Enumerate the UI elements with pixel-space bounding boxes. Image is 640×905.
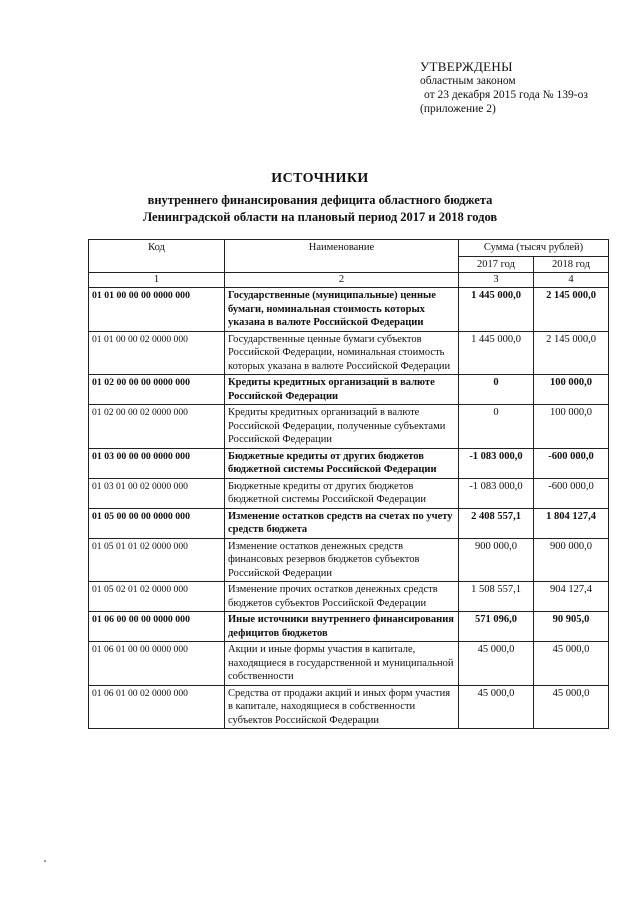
row-code: 01 02 00 00 00 0000 000 bbox=[89, 375, 225, 405]
table-row bbox=[89, 582, 609, 612]
table-row bbox=[89, 405, 609, 449]
row-code: 01 01 00 00 00 0000 000 bbox=[89, 288, 225, 332]
row-code: 01 01 00 00 02 0000 000 bbox=[89, 331, 225, 375]
title-subtitle-2: Ленинградской области на плановый период 2017 и 2018 годов bbox=[142, 210, 498, 224]
row-code: 01 05 00 00 00 0000 000 bbox=[89, 508, 225, 538]
row-value-2018: 1 804 127,4 bbox=[534, 508, 609, 538]
table-row bbox=[89, 478, 609, 508]
row-value-2018: 90 905,0 bbox=[534, 612, 609, 642]
row-value-2018: 45 000,0 bbox=[534, 642, 609, 686]
row-name: Государственные (муниципальные) ценные бумаги, номинальная стоимость которых указана в валюте Российской Федерации bbox=[225, 288, 459, 332]
row-name: Средства от продажи акций и иных форм участия в капитале, находящиеся в собственности субъектов Российской Федерации bbox=[225, 685, 459, 729]
row-name: Кредиты кредитных организаций в валюте Российской Федерации, полученные субъектами Российской Федерации bbox=[225, 405, 459, 449]
table-row bbox=[89, 508, 609, 538]
row-value-2018: 45 000,0 bbox=[534, 685, 609, 729]
row-value-2018: 900 000,0 bbox=[534, 538, 609, 582]
row-code: 01 02 00 00 02 0000 000 bbox=[89, 405, 225, 449]
approval-date: от 23 декабря 2015 года № 139-оз bbox=[424, 89, 588, 101]
header-year-2017: 2017 год bbox=[459, 256, 534, 273]
row-value-2017: 1 445 000,0 bbox=[459, 331, 534, 375]
row-name: Акции и иные формы участия в капитале, находящиеся в государственной и муниципальной собственности bbox=[225, 642, 459, 686]
title-main: ИСТОЧНИКИ bbox=[271, 171, 369, 186]
approval-stamp bbox=[420, 60, 630, 116]
title-subtitle-1: внутреннего финансирования дефицита областного бюджета bbox=[147, 193, 493, 207]
row-name: Изменение прочих остатков денежных средств бюджетов субъектов Российской Федерации bbox=[225, 582, 459, 612]
row-value-2017: 900 000,0 bbox=[459, 538, 534, 582]
row-value-2017: 0 bbox=[459, 375, 534, 405]
scan-mark bbox=[44, 860, 46, 862]
column-number: 4 bbox=[534, 273, 609, 288]
row-name: Кредиты кредитных организаций в валюте Российской Федерации bbox=[225, 375, 459, 405]
table-row bbox=[89, 538, 609, 582]
table-body bbox=[89, 288, 609, 729]
row-value-2017: 45 000,0 bbox=[459, 642, 534, 686]
row-value-2017: 1 445 000,0 bbox=[459, 288, 534, 332]
row-name: Государственные ценные бумаги субъектов Российской Федерации, номинальная стоимость которых указана в валюте Российской Федерации bbox=[225, 331, 459, 375]
table-row bbox=[89, 288, 609, 332]
header-sum: Сумма (тысяч рублей) bbox=[459, 240, 609, 257]
row-value-2018: 100 000,0 bbox=[534, 375, 609, 405]
document-title bbox=[0, 170, 640, 226]
column-number: 3 bbox=[459, 273, 534, 288]
column-numbers-row bbox=[89, 273, 609, 288]
row-value-2018: 2 145 000,0 bbox=[534, 288, 609, 332]
row-code: 01 03 00 00 00 0000 000 bbox=[89, 448, 225, 478]
row-code: 01 06 01 00 02 0000 000 bbox=[89, 685, 225, 729]
column-number: 1 bbox=[89, 273, 225, 288]
row-value-2017: -1 083 000,0 bbox=[459, 478, 534, 508]
sources-table bbox=[88, 239, 609, 729]
row-value-2018: 2 145 000,0 bbox=[534, 331, 609, 375]
row-code: 01 05 01 01 02 0000 000 bbox=[89, 538, 225, 582]
table-row bbox=[89, 642, 609, 686]
table-row bbox=[89, 612, 609, 642]
row-value-2017: 571 096,0 bbox=[459, 612, 534, 642]
table-row bbox=[89, 448, 609, 478]
header-year-2018: 2018 год bbox=[534, 256, 609, 273]
table-row bbox=[89, 685, 609, 729]
table-header-row bbox=[89, 240, 609, 257]
row-value-2018: -600 000,0 bbox=[534, 448, 609, 478]
row-name: Бюджетные кредиты от других бюджетов бюджетной системы Российской Федерации bbox=[225, 478, 459, 508]
header-code: Код bbox=[89, 240, 225, 273]
row-code: 01 06 01 00 00 0000 000 bbox=[89, 642, 225, 686]
row-value-2018: -600 000,0 bbox=[534, 478, 609, 508]
row-value-2018: 904 127,4 bbox=[534, 582, 609, 612]
row-name: Иные источники внутреннего финансирования дефицитов бюджетов bbox=[225, 612, 459, 642]
row-value-2018: 100 000,0 bbox=[534, 405, 609, 449]
table-row bbox=[89, 331, 609, 375]
row-value-2017: -1 083 000,0 bbox=[459, 448, 534, 478]
row-name: Бюджетные кредиты от других бюджетов бюджетной системы Российской Федерации bbox=[225, 448, 459, 478]
header-name: Наименование bbox=[225, 240, 459, 273]
row-code: 01 03 01 00 02 0000 000 bbox=[89, 478, 225, 508]
row-code: 01 05 02 01 02 0000 000 bbox=[89, 582, 225, 612]
table-row bbox=[89, 375, 609, 405]
row-value-2017: 1 508 557,1 bbox=[459, 582, 534, 612]
row-name: Изменение остатков денежных средств финансовых резервов бюджетов субъектов Российской Федерации bbox=[225, 538, 459, 582]
column-number: 2 bbox=[225, 273, 459, 288]
row-value-2017: 2 408 557,1 bbox=[459, 508, 534, 538]
approval-title: УТВЕРЖДЕНЫ bbox=[420, 59, 513, 74]
approval-law: областным законом bbox=[420, 75, 516, 87]
row-name: Изменение остатков средств на счетах по учету средств бюджета bbox=[225, 508, 459, 538]
row-value-2017: 45 000,0 bbox=[459, 685, 534, 729]
approval-appendix: (приложение 2) bbox=[420, 103, 496, 115]
row-code: 01 06 00 00 00 0000 000 bbox=[89, 612, 225, 642]
row-value-2017: 0 bbox=[459, 405, 534, 449]
